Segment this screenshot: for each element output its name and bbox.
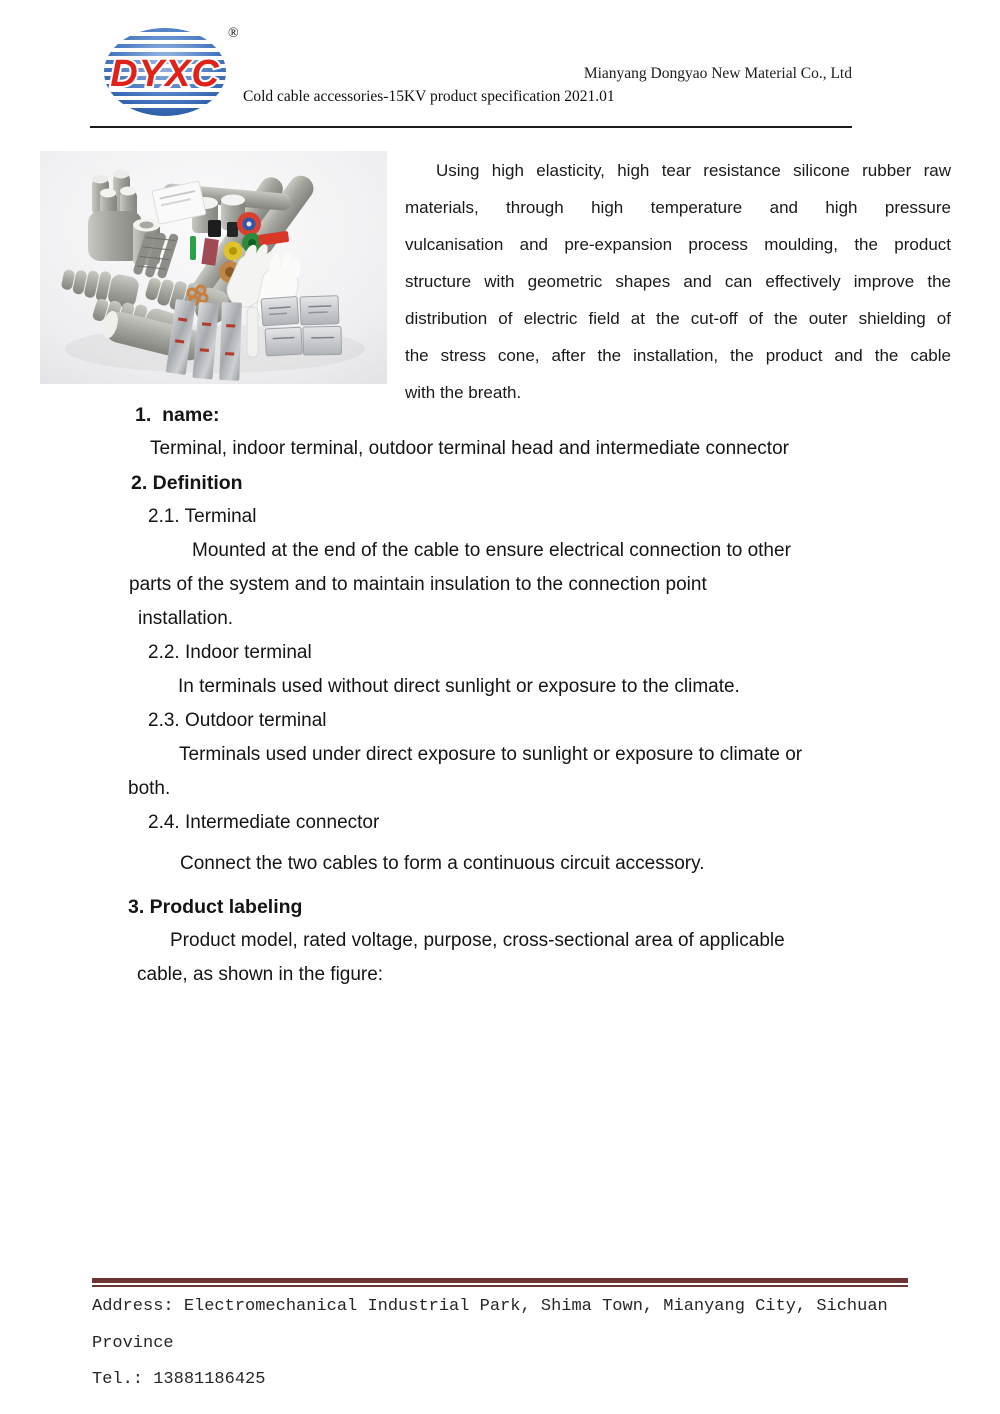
intro-line: vulcanisation and pre-expansion process moulding, the product bbox=[405, 235, 951, 254]
intro-line: structure with geometric shapes and can effectively improve the bbox=[405, 272, 951, 291]
document-title: Cold cable accessories-15KV product specification 2021.01 bbox=[243, 88, 615, 105]
section-2-1-subheading: 2.1. Terminal bbox=[148, 506, 257, 527]
footer-address-line-2: Province bbox=[92, 1334, 174, 1353]
header-divider bbox=[90, 126, 852, 128]
section-2-4-subheading: 2.4. Intermediate connector bbox=[148, 812, 380, 833]
sections bbox=[0, 398, 960, 992]
intro-line: with the breath. bbox=[405, 383, 522, 402]
intro-paragraph bbox=[405, 152, 951, 411]
section-1-heading: 1. name: bbox=[135, 404, 220, 426]
footer-address-line-1: Address: Electromechanical Industrial Park, Shima Town, Mianyang City, Sichuan bbox=[92, 1297, 888, 1316]
section-2-4-text: Connect the two cables to form a continuous circuit accessory. bbox=[180, 853, 705, 874]
section-2-3-text-line: both. bbox=[128, 778, 171, 799]
intro-line: the stress cone, after the installation, the product and the cable bbox=[405, 346, 951, 365]
footer-divider bbox=[92, 1278, 908, 1287]
intro-line: distribution of electric field at the cut-off of the outer shielding of bbox=[405, 309, 951, 328]
section-2-2-text: In terminals used without direct sunlight or exposure to the climate. bbox=[178, 676, 740, 697]
section-2-1-text-line: parts of the system and to maintain insulation to the connection point bbox=[129, 574, 707, 595]
section-3-heading: 3. Product labeling bbox=[128, 896, 303, 918]
section-2-3-subheading: 2.3. Outdoor terminal bbox=[148, 710, 327, 731]
section-3-text-line: Product model, rated voltage, purpose, cross-sectional area of applicable bbox=[170, 930, 785, 951]
company-name: Mianyang Dongyao New Material Co., Ltd bbox=[583, 65, 852, 82]
section-2-1-text-line: installation. bbox=[138, 608, 234, 629]
section-2-1-text-line: Mounted at the end of the cable to ensure electrical connection to other bbox=[192, 540, 791, 561]
section-2-heading: 2. Definition bbox=[131, 472, 243, 494]
section-2-3-text-line: Terminals used under direct exposure to sunlight or exposure to climate or bbox=[179, 744, 803, 765]
footer-telephone: Tel.: 13881186425 bbox=[92, 1370, 266, 1389]
section-2-2-subheading: 2.2. Indoor terminal bbox=[148, 642, 312, 663]
product-photo bbox=[40, 151, 387, 384]
section-1-text: Terminal, indoor terminal, outdoor terminal head and intermediate connector bbox=[150, 438, 789, 459]
section-3-text-line: cable, as shown in the figure: bbox=[137, 964, 384, 985]
logo-text: DYXC bbox=[110, 53, 220, 95]
intro-line: materials, through high temperature and high pressure bbox=[405, 198, 951, 217]
intro-line: Using high elasticity, high tear resistance silicone rubber raw bbox=[436, 161, 951, 180]
registered-trademark-icon: ® bbox=[228, 26, 239, 41]
